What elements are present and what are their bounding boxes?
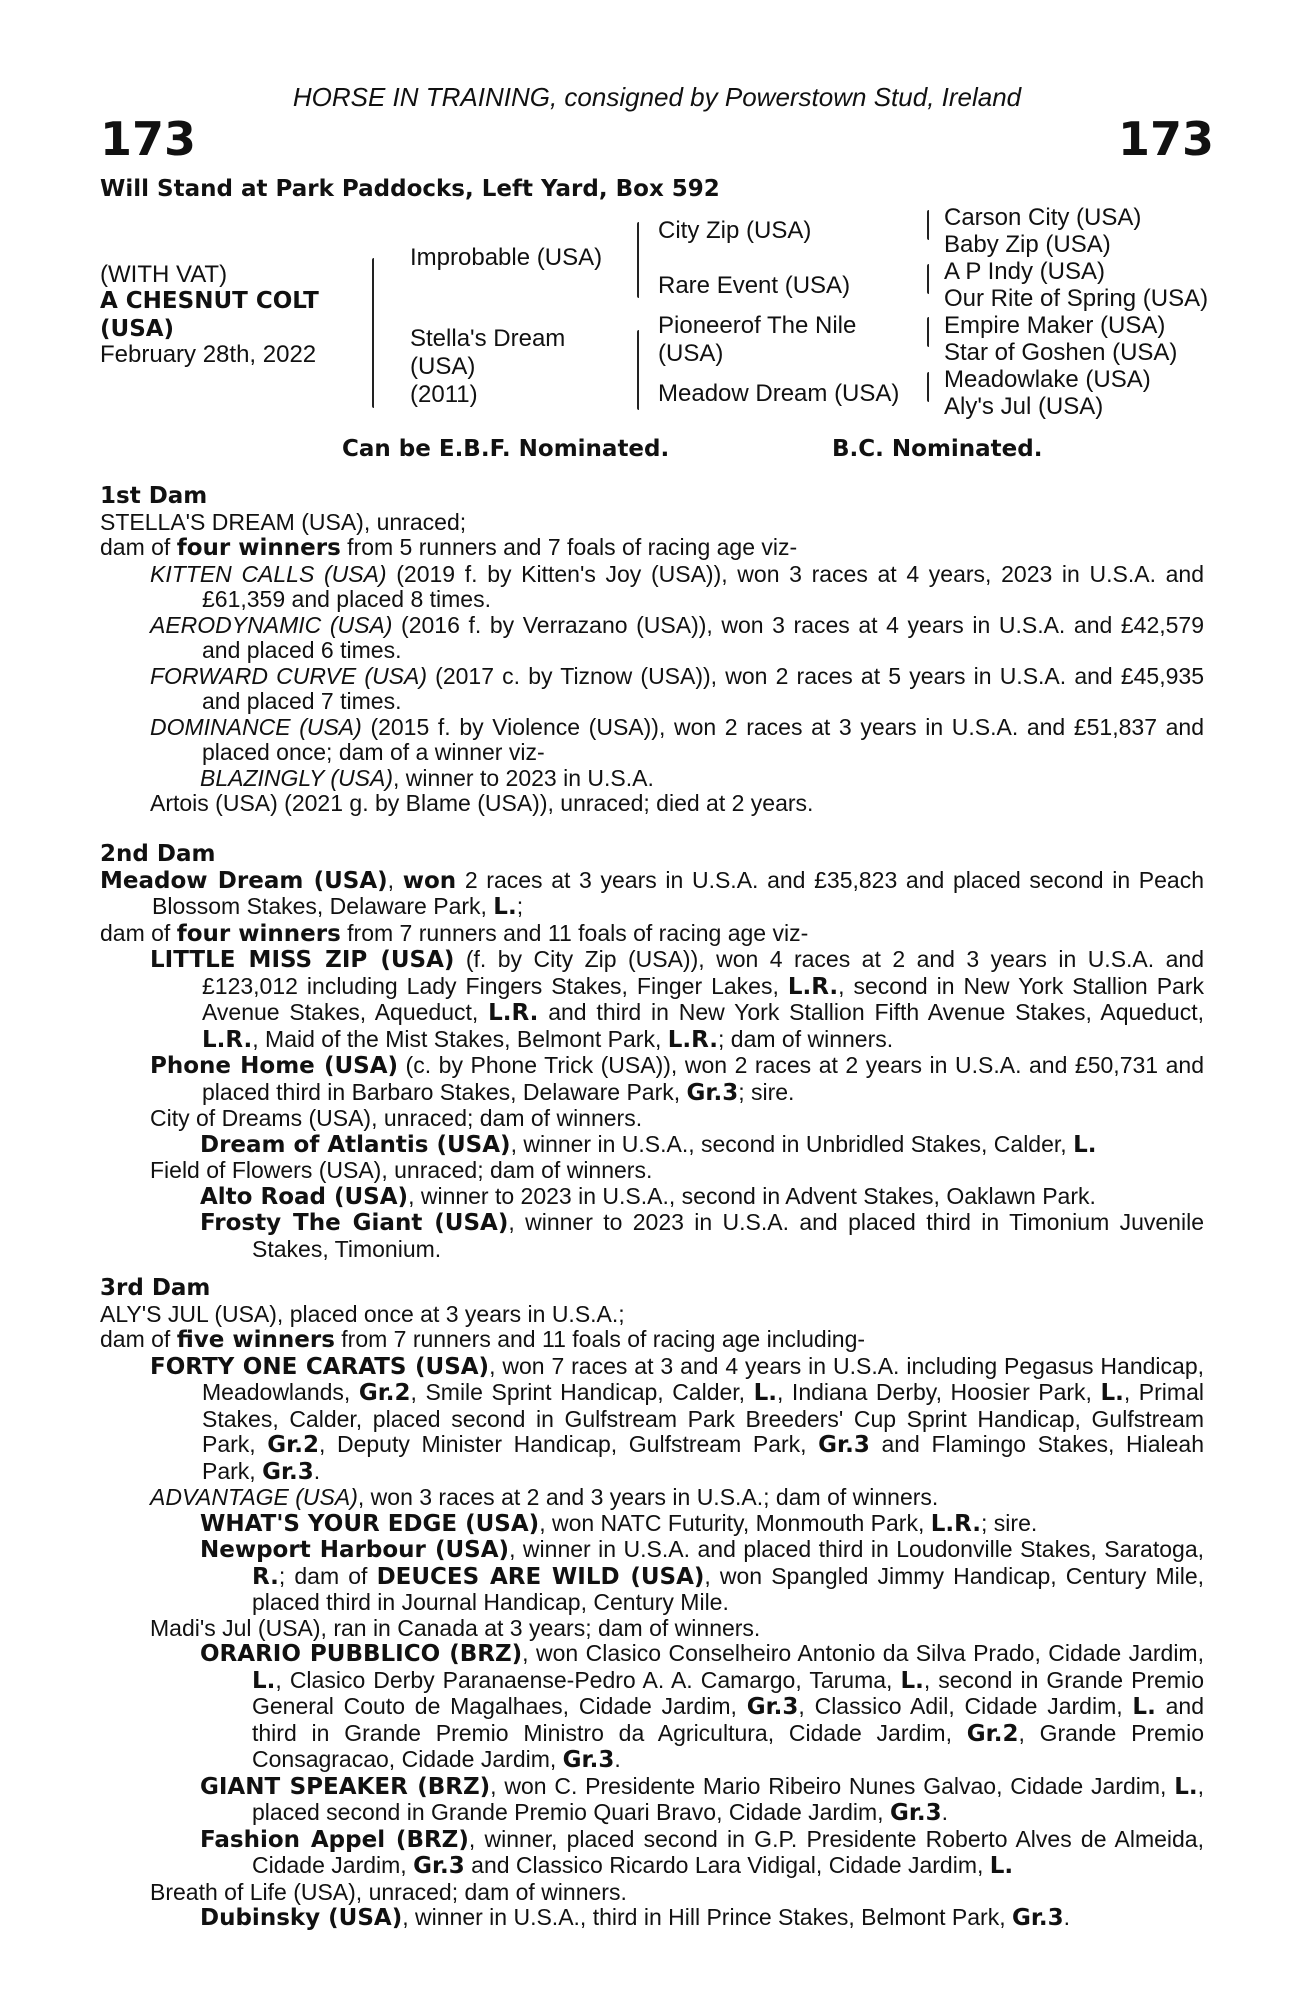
second-dam-heading: 2nd Dam (100, 841, 216, 867)
lot-number-left: 173 (100, 112, 197, 166)
produce-entry: FORWARD CURVE (USA) (2017 c. by Tiznow (USA)), won 2 races at 5 years in U.S.A. and £45,935 and placed 7 times. (150, 662, 1204, 714)
grandsire-1: Carson City (USA) (944, 204, 1142, 231)
pedigree-brace (372, 258, 374, 408)
vat-note: (WITH VAT) (100, 261, 228, 288)
produce-entry: Phone Home (USA) (c. by Phone Trick (USA)), won 2 races at 2 years in U.S.A. and £50,731 and placed third in Barbaro Stakes, Delaware Park, Gr.3; sire. (150, 1052, 1204, 1106)
third-dam-section (100, 1276, 1204, 1932)
produce-entry: Newport Harbour (USA), winner in U.S.A. and placed third in Loudonville Stakes, Saratoga, R.; dam of DEUCES ARE WILD (USA), won Spangled Jimmy Handicap, Century Mile, placed third in Journal Handicap, Century Mile. (200, 1536, 1205, 1615)
first-dam-heading: 1st Dam (100, 483, 208, 509)
produce-entry: AERODYNAMIC (USA) (2016 f. by Verrazano (USA)), won 3 races at 4 years in U.S.A. and £42,579 and placed 6 times. (150, 611, 1205, 663)
g-brace-4 (927, 372, 929, 402)
third-dam-produce-summary: dam of five winners from 7 runners and 11 foals of racing age including- (100, 1326, 866, 1353)
produce-entry: FORTY ONE CARATS (USA), won 7 races at 3 and 4 years in U.S.A. including Pegasus Handicap, Meadowlands, Gr.2, Smile Sprint Handicap, Calder, L., Indiana Derby, Hoosier Park, L., Primal Stakes, Calder, placed second in Gulfstream Park Breeders' Cup Sprint Handicap, Gulfstream Park, Gr.2, Deputy Minister Handicap, Gulfstream Park, Gr.3 and Flamingo Stakes, Hialeah Park, Gr.3. (150, 1352, 1204, 1485)
second-dam-section (100, 842, 1204, 1262)
first-dam-section (100, 484, 1204, 817)
g-brace-1 (927, 210, 929, 240)
produce-entry: DOMINANCE (USA) (2015 f. by Violence (USA)), won 2 races at 3 years in U.S.A. and £51,837 and placed once; dam of a winner viz- (150, 713, 1204, 765)
produce-entry: LITTLE MISS ZIP (USA) (f. by City Zip (USA)), won 4 races at 2 and 3 years in U.S.A. and £123,012 including Lady Fingers Stakes, Finger Lakes, L.R., second in New York Stallion Park Avenue Stakes, Aqueduct, L.R. and third in New York Stallion Fifth Avenue Stakes, Aqueduct, L.R., Maid of the Mist Stakes, Belmont Park, L.R.; dam of winners. (150, 946, 1204, 1053)
third-dam-heading: 3rd Dam (100, 1275, 211, 1301)
sire-dam: Rare Event (USA) (658, 272, 851, 299)
produce-entry: Breath of Life (USA), unraced; dam of winners. (150, 1878, 627, 1905)
dam-line1: Stella's Dream (410, 325, 566, 352)
sire-sire: City Zip (USA) (658, 217, 812, 244)
grandsire-3: Empire Maker (USA) (944, 312, 1166, 339)
produce-entry: Madi's Jul (USA), ran in Canada at 3 years; dam of winners. (150, 1614, 761, 1641)
produce-entry: ADVANTAGE (USA), won 3 races at 2 and 3 years in U.S.A.; dam of winners. (150, 1484, 939, 1510)
sire-brace (637, 222, 639, 298)
produce-entry: GIANT SPEAKER (BRZ), won C. Presidente Mario Ribeiro Nunes Galvao, Cidade Jardim, L., placed second in Grande Premio Quari Bravo, Cidade Jardim, Gr.3. (200, 1772, 1204, 1826)
third-dam-name: ALY'S JUL (USA), placed once at 3 years in U.S.A.; (100, 1300, 625, 1327)
dam-line3: (2011) (410, 381, 478, 408)
granddam-1: Baby Zip (USA) (944, 231, 1111, 258)
produce-entry: Dream of Atlantis (USA), winner in U.S.A., second in Unbridled Stakes, Calder, L. (200, 1130, 1097, 1158)
produce-entry: WHAT'S YOUR EDGE (USA), won NATC Futurity, Monmouth Park, L.R.; sire. (200, 1509, 1038, 1537)
second-dam-name: Meadow Dream (USA), won 2 races at 3 years in U.S.A. and £35,823 and placed second in Peach Blossom Stakes, Delaware Park, L.; (100, 866, 1205, 920)
dam-sire-line2: (USA) (658, 340, 724, 367)
grandsire-4: Meadowlake (USA) (944, 366, 1151, 393)
stand-location: Will Stand at Park Paddocks, Left Yard, Box 592 (100, 176, 720, 202)
horse-country: (USA) (100, 316, 175, 342)
grandsire-2: A P Indy (USA) (944, 258, 1105, 285)
first-dam-produce-summary: dam of four winners from 5 runners and 7 foals of racing age viz- (100, 534, 798, 561)
foaling-date: February 28th, 2022 (100, 341, 317, 368)
produce-entry: Artois (USA) (2021 g. by Blame (USA)), unraced; died at 2 years. (150, 790, 814, 816)
produce-entry: Dubinsky (USA), winner in U.S.A., third in Hill Prince Stakes, Belmont Park, Gr.3. (200, 1904, 1071, 1931)
produce-entry: Frosty The Giant (USA), winner to 2023 in U.S.A. and placed third in Timonium Juvenile Stakes, Timonium. (200, 1209, 1204, 1262)
produce-entry: ORARIO PUBBLICO (BRZ), won Clasico Conselheiro Antonio da Silva Prado, Cidade Jardim, L., Clasico Derby Paranaense-Pedro A. A. Camargo, Taruma, L., second in Grande Premio General Couto de Magalhaes, Cidade Jardim, Gr.3, Classico Adil, Cidade Jardim, L. and third in Grande Premio Ministro da Agricultura, Cidade Jardim, Gr.2, Grande Premio Consagracao, Cidade Jardim, Gr.3. (200, 1640, 1204, 1773)
consignment-header: HORSE IN TRAINING, consigned by Powerstown Stud, Ireland (292, 82, 1022, 112)
granddam-3: Star of Goshen (USA) (944, 339, 1178, 366)
produce-entry: City of Dreams (USA), unraced; dam of winners. (150, 1105, 643, 1131)
bc-nomination: B.C. Nominated. (832, 436, 1043, 462)
sire: Improbable (USA) (410, 244, 603, 271)
lot-number-right: 173 (1117, 112, 1214, 166)
dam-sire-line1: Pioneerof The Nile (658, 312, 857, 339)
produce-entry: Alto Road (USA), winner to 2023 in U.S.A., second in Advent Stakes, Oaklawn Park. (200, 1182, 1096, 1210)
ebf-nomination: Can be E.B.F. Nominated. (342, 436, 670, 462)
produce-entry: Field of Flowers (USA), unraced; dam of winners. (150, 1157, 653, 1183)
g-brace-2 (927, 264, 929, 294)
dam-dam: Meadow Dream (USA) (658, 380, 900, 407)
granddam-4: Aly's Jul (USA) (944, 393, 1104, 420)
g-brace-3 (927, 317, 929, 347)
dam-line2: (USA) (410, 353, 476, 380)
produce-entry: KITTEN CALLS (USA) (2019 f. by Kitten's Joy (USA)), won 3 races at 4 years, 2023 in U.S.A. and £61,359 and placed 8 times. (150, 560, 1204, 612)
first-dam-name: STELLA'S DREAM (USA), unraced; (100, 508, 467, 535)
second-dam-produce-summary: dam of four winners from 7 runners and 11 foals of racing age viz- (100, 919, 809, 947)
produce-entry: Fashion Appel (BRZ), winner, placed second in G.P. Presidente Roberto Alves de Almeida, Cidade Jardim, Gr.3 and Classico Ricardo Lara Vidigal, Cidade Jardim, L. (200, 1825, 1204, 1879)
granddam-2: Our Rite of Spring (USA) (944, 285, 1209, 312)
dam-brace (637, 330, 639, 410)
horse-name: A CHESNUT COLT (100, 288, 319, 314)
produce-entry: BLAZINGLY (USA), winner to 2023 in U.S.A. (200, 764, 654, 791)
